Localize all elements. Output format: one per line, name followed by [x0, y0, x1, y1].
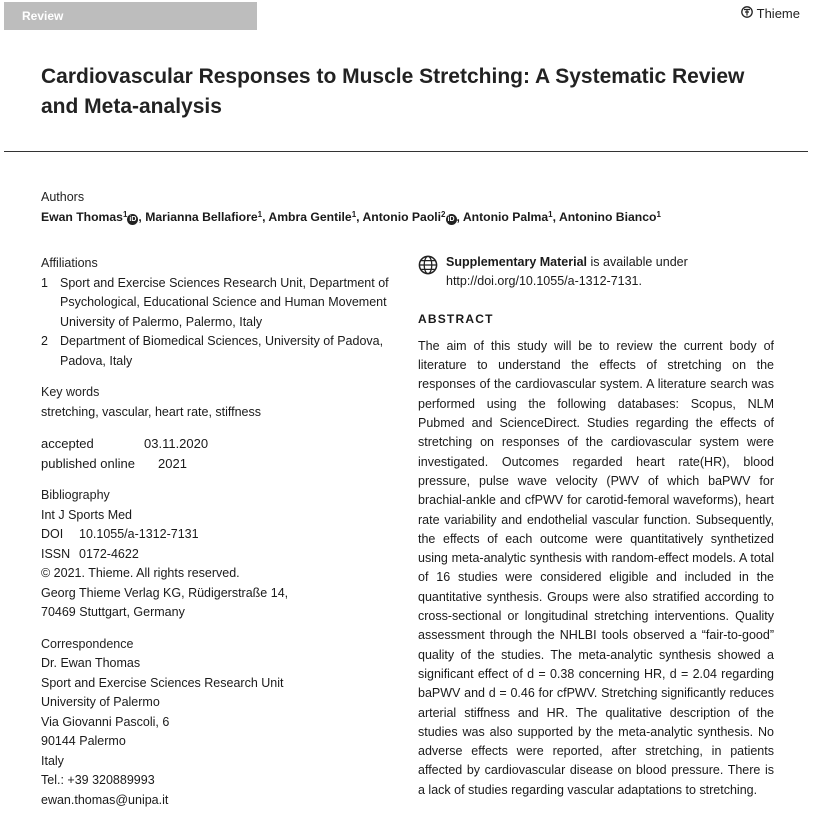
supplementary-link[interactable]: is available under http://doi.org/10.1055/a-1312-7131.: [446, 255, 688, 289]
publisher-address-line: Georg Thieme Verlag KG, Rüdigerstraße 14,: [41, 585, 289, 600]
affiliation-number: 1: [41, 275, 48, 290]
author-affiliation-ref: 1: [656, 209, 661, 219]
author-name[interactable]: Antonio Paoli: [362, 209, 442, 224]
author-name[interactable]: Ewan Thomas: [41, 209, 123, 224]
issn-value: 0172-4622: [79, 546, 139, 561]
affiliation-item: [41, 274, 391, 333]
correspondence-line: Via Giovanni Pascoli, 6: [41, 714, 170, 729]
accepted-date: 03.11.2020: [144, 436, 209, 451]
correspondence-phone: Tel.: +39 320889993: [41, 773, 155, 787]
abstract-column: [418, 253, 774, 800]
published-date: 2021: [158, 456, 187, 471]
publisher-logo: [741, 6, 800, 21]
publisher-address-line: 70469 Stuttgart, Germany: [41, 605, 185, 619]
affiliations-label: Affiliations: [41, 256, 98, 270]
orcid-icon[interactable]: iD: [129, 215, 137, 223]
article-type-tab: Review: [4, 2, 257, 30]
abstract-heading: ABSTRACT: [418, 311, 494, 326]
globe-icon: [418, 253, 438, 292]
correspondence-email[interactable]: ewan.thomas@unipa.it: [41, 792, 169, 807]
affiliations-list: [41, 274, 391, 372]
keywords-text: stretching, vascular, heart rate, stiffness: [41, 404, 262, 419]
author-affiliation-ref: 2: [441, 209, 446, 219]
abstract-text: The aim of this study will be to review the current body of literature to understand the effects of stretching on the responses of the cardiovascular system. A literature search was performed using the following databases: Scopus, NLM Pubmed and ScienceDirect. Studies regarding the effects of stretching on responses of the cardiovascular system were investigated. Outcomes regarded heart rate(HR), blood pressure, pulse wave velocity (PWV of which baPWV for brachial-ankle and cfPWV for carotid-femoral waveforms), heart rate variability and endothelial vascular function. Subsequently, the effects of each outcome were quantitatively synthetized using meta-analytic synthesis with random-effect models. A total of 16 studies were considered eligible and included in the quantitative synthesis. Groups were also stratified according to cross-sectional or longitudinal stretching interventions. Quality assessment through the NHLBI tools observed a “fair-to-good” quality of the studies. The meta-analytic synthesis showed a significant effect of d = 0.38 concerning HR, d = 2.04 regarding baPWV and d = 0.46 for cfPWV. Stretching significantly reduces arterial stiffness and HR. The qualitative description of the studies was also supported by the meta-analytic synthesis. No adverse effects were reported, after stretching, in patients affected by cardiovascular disease on blood pressure. There is a lack of studies regarding vascular adaptations to stretching.: [418, 338, 774, 797]
affiliation-item: [41, 332, 391, 371]
journal-name: Int J Sports Med: [41, 507, 133, 522]
title-divider: [4, 151, 808, 152]
supplementary-label: Supplementary Material: [446, 255, 588, 269]
author-name[interactable]: Antonio Palma: [462, 209, 549, 224]
orcid-icon[interactable]: iD: [447, 215, 455, 223]
authors-label: Authors: [41, 190, 85, 204]
accepted-label: accepted: [41, 436, 94, 451]
author-affiliation-ref: 1: [351, 209, 357, 219]
correspondence-line: Italy: [41, 753, 64, 768]
published-label: published online: [41, 456, 135, 471]
author-name[interactable]: Ambra Gentile: [268, 209, 352, 224]
correspondence-line: Sport and Exercise Sciences Research Unit: [41, 675, 284, 690]
supplementary-note: [418, 253, 774, 292]
correspondence-label: Correspondence: [41, 636, 134, 651]
correspondence-name: Dr. Ewan Thomas: [41, 656, 141, 670]
keywords-label: Key words: [41, 385, 100, 399]
top-bar: [0, 0, 824, 32]
publisher-name: Thieme: [756, 6, 800, 21]
authors-list: Ewan Thomas$^1$iD , Marianna Bellafiore$^1$, Ambra Gentile$^1$, Antonio Paoli$^2$iD , Antonio Palma$^1$, Antonino Bianco$^1$: [41, 209, 661, 224]
doi-label: DOI: [41, 527, 64, 541]
author-affiliation-ref: 1: [548, 209, 553, 219]
affiliation-text: Department of Biomedical Sciences, University of Padova, Padova, Italy: [60, 334, 384, 368]
affiliation-number: 2: [41, 334, 48, 348]
copyright-text: © 2021. Thieme. All rights reserved.: [41, 566, 240, 580]
bibliography-label: Bibliography: [41, 488, 110, 502]
article-title: Cardiovascular Responses to Muscle Stretching: A Systematic Review and Meta-analysis: [41, 65, 745, 118]
article-dates: [41, 434, 391, 474]
correspondence-line: University of Palermo: [41, 695, 160, 709]
issn-label: ISSN: [41, 546, 71, 561]
doi-value[interactable]: 10.1055/a-1312-7131: [79, 527, 199, 541]
author-name[interactable]: Antonino Bianco: [558, 209, 657, 224]
author-affiliation-ref: 1: [257, 209, 263, 219]
correspondence-line: 90144 Palermo: [41, 734, 126, 748]
thieme-logo-icon: [741, 6, 753, 21]
author-name[interactable]: Marianna Bellafiore: [145, 209, 258, 224]
affiliation-text: Sport and Exercise Sciences Research Unit, Department of Psychological, Educational Science and Human Movement University of Palermo, Palermo, Italy: [60, 275, 389, 329]
author-affiliation-ref: 1: [122, 209, 128, 219]
supplementary-text: [446, 253, 774, 292]
